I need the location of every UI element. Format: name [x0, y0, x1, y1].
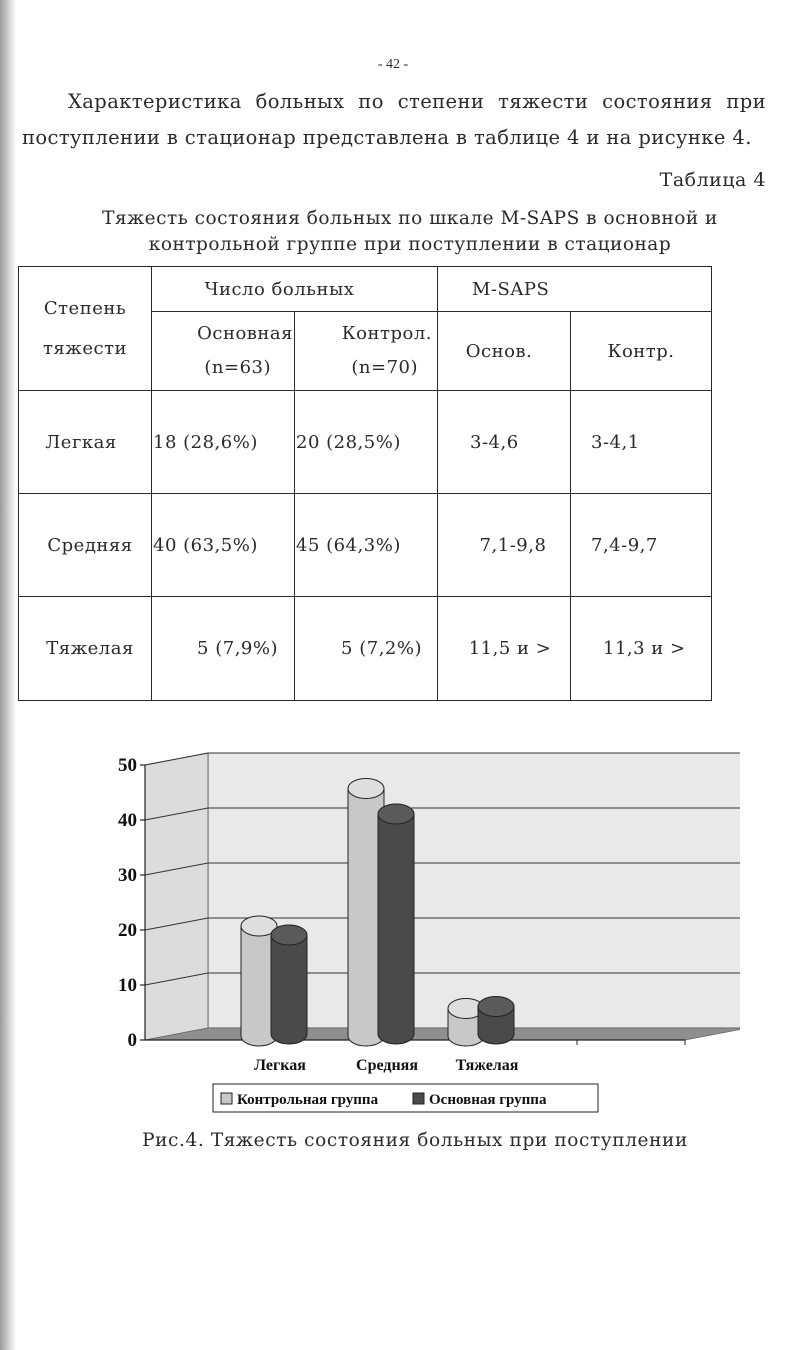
y-tick-label: 20 [118, 920, 137, 941]
row-msaps-control: 7,4-9,7 [571, 494, 712, 597]
header-patients-count: Число больных [152, 267, 438, 312]
header-msaps-main: Основ. [438, 312, 571, 391]
header-severity: Степень тяжести [19, 267, 152, 391]
bar-main-1 [378, 814, 414, 1044]
page-number: - 42 - [377, 57, 409, 72]
table-header-row [19, 267, 712, 312]
legend-swatch-control [221, 1093, 232, 1104]
y-tick-label: 0 [127, 1030, 137, 1051]
legend-label-control: Контрольная группа [237, 1092, 379, 1108]
chart-floor [145, 1028, 740, 1040]
table-row [19, 597, 712, 701]
header-main-group [152, 312, 295, 391]
row-main: 5 (7,9%) [152, 597, 295, 701]
row-control: 5 (7,2%) [295, 597, 438, 701]
header-control-group-label: Контрол. [341, 323, 432, 344]
bar-top-main-0 [271, 925, 307, 945]
header-main-group-label: Основная [197, 323, 293, 344]
header-control-n: (n=70) [351, 357, 418, 378]
legend-label-main: Основная группа [429, 1092, 547, 1108]
header-main-n: (n=63) [204, 357, 271, 378]
y-tick-label: 30 [118, 865, 137, 886]
bar-main-0 [271, 935, 307, 1044]
row-msaps-main: 11,5 и > [438, 597, 571, 701]
y-tick-label: 10 [118, 975, 137, 996]
table-row [19, 494, 712, 597]
row-main: 40 (63,5%) [152, 494, 295, 597]
legend-swatch-main [413, 1093, 424, 1104]
x-tick-label: Легкая [254, 1057, 306, 1074]
bar-top-control-1 [348, 779, 384, 799]
paragraph-line-1: Характеристика больных по степени тяжести состояния при [68, 90, 766, 113]
table-title-line-2: контрольной группе при поступлении в стационар [148, 234, 672, 255]
row-main: 18 (28,6%) [152, 391, 295, 494]
row-msaps-main: 3-4,6 [438, 391, 571, 494]
row-control: 20 (28,5%) [295, 391, 438, 494]
x-tick-label: Тяжелая [455, 1057, 519, 1074]
chart-side-wall [145, 753, 208, 1040]
table-row [19, 391, 712, 494]
row-severity: Легкая [19, 391, 152, 494]
severity-table [18, 266, 712, 701]
severity-chart [100, 730, 740, 1130]
row-msaps-control: 11,3 и > [571, 597, 712, 701]
paragraph-line-2: поступлении в стационар представлена в таблице 4 и на рисунке 4. [22, 126, 752, 149]
bar-top-main-1 [378, 804, 414, 824]
row-severity: Тяжелая [19, 597, 152, 701]
figure-caption: Рис.4. Тяжесть состояния больных при поступлении [142, 1130, 688, 1151]
y-tick-label: 50 [118, 755, 137, 776]
table-title [40, 206, 780, 258]
x-tick-label: Средняя [356, 1057, 418, 1074]
table-label: Таблица 4 [659, 169, 766, 191]
header-msaps: M-SAPS [438, 267, 712, 312]
row-msaps-control: 3-4,1 [571, 391, 712, 494]
row-severity: Средняя [19, 494, 152, 597]
header-control-group [295, 312, 438, 391]
table-title-line-1: Тяжесть состояния больных по шкале M-SAPS в основной и [102, 208, 718, 229]
row-control: 45 (64,3%) [295, 494, 438, 597]
bar-top-main-2 [478, 997, 514, 1017]
row-msaps-main: 7,1-9,8 [438, 494, 571, 597]
y-tick-label: 40 [118, 810, 137, 831]
header-msaps-control: Контр. [571, 312, 712, 391]
